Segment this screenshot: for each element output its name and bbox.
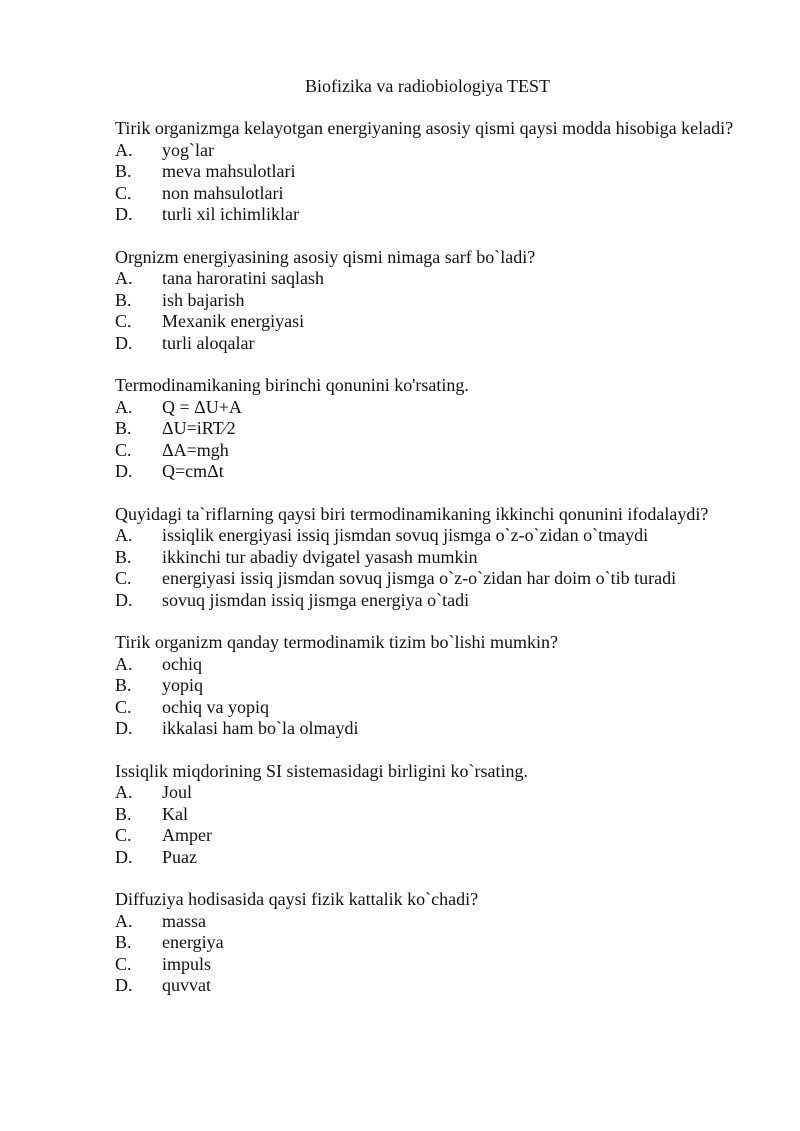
question-block <box>115 375 740 483</box>
option-letter: A. <box>115 782 133 802</box>
answer-option <box>115 161 740 183</box>
answer-option <box>115 675 740 697</box>
option-text: turli aloqalar <box>162 332 255 353</box>
option-text: turli xil ichimliklar <box>162 204 299 224</box>
option-letter: C. <box>115 311 132 331</box>
option-letter: B. <box>115 803 132 824</box>
answer-option <box>115 547 740 569</box>
answer-option <box>115 782 740 804</box>
option-text: ochiq <box>162 653 202 674</box>
option-text: Q=cmΔt <box>162 461 224 481</box>
question-block <box>115 118 740 226</box>
option-letter: A. <box>115 525 133 545</box>
answer-option <box>115 697 740 719</box>
option-text: non mahsulotlari <box>162 182 284 203</box>
option-letter: A. <box>115 653 133 674</box>
answer-option <box>115 204 740 226</box>
option-text: meva mahsulotlari <box>162 161 296 181</box>
option-text: ochiq va yopiq <box>162 696 269 717</box>
option-letter: C. <box>115 439 132 460</box>
answer-option <box>115 183 740 205</box>
answer-option <box>115 397 740 419</box>
option-text: impuls <box>162 953 212 974</box>
answer-option <box>115 975 740 997</box>
option-letter: D. <box>115 204 133 224</box>
question-block <box>115 504 740 612</box>
option-text: ish bajarish <box>162 289 245 310</box>
option-text: energiya <box>162 932 224 952</box>
answer-option <box>115 333 740 355</box>
option-text: yog`lar <box>162 139 214 160</box>
option-letter: D. <box>115 461 133 481</box>
answer-option <box>115 440 740 462</box>
question-text: Tirik organizmga kelayotgan energiyaning asosiy qismi qaysi modda hisobiga keladi? <box>115 118 734 138</box>
option-letter: C. <box>115 696 132 717</box>
answer-option <box>115 825 740 847</box>
option-text: ikkalasi ham bo`la olmaydi <box>162 718 359 738</box>
question-text: Orgnizm energiyasining asosiy qismi nimaga sarf bo`ladi? <box>115 246 536 267</box>
answer-option <box>115 140 740 162</box>
answer-option <box>115 932 740 954</box>
option-letter: A. <box>115 396 133 417</box>
option-letter: C. <box>115 825 132 845</box>
option-text: massa <box>162 910 206 931</box>
option-text: Kal <box>162 803 188 824</box>
option-letter: B. <box>115 418 132 438</box>
option-text: issiqlik energiyasi issiq jismdan sovuq jismga o`z-o`zidan o`tmaydi <box>162 525 649 545</box>
option-letter: C. <box>115 953 132 974</box>
answer-option <box>115 911 740 933</box>
question-block <box>115 889 740 997</box>
option-text: energiyasi issiq jismdan sovuq jismga o`z-o`zidan har doim o`tib turadi <box>162 568 677 588</box>
option-letter: C. <box>115 182 132 203</box>
question-text: Quyidagi ta`riflarning qaysi biri termodinamikaning ikkinchi qonunini ifodalaydi? <box>115 503 709 524</box>
question-block <box>115 247 740 355</box>
option-letter: C. <box>115 568 132 588</box>
option-text: Joul <box>162 782 193 802</box>
option-text: sovuq jismdan issiq jismga energiya o`tadi <box>162 589 470 610</box>
option-letter: B. <box>115 932 132 952</box>
question-text: Termodinamikaning birinchi qonunini ko'rsating. <box>115 375 469 395</box>
option-letter: D. <box>115 975 133 995</box>
option-text: tana haroratini saqlash <box>162 268 324 288</box>
answer-option <box>115 954 740 976</box>
option-text: ikkinchi tur abadiy dvigatel yasash mumkin <box>162 546 478 567</box>
option-letter: A. <box>115 268 133 288</box>
question-block <box>115 761 740 869</box>
answer-option <box>115 590 740 612</box>
answer-option <box>115 654 740 676</box>
option-letter: B. <box>115 161 132 181</box>
question-list <box>115 118 740 997</box>
answer-option <box>115 568 740 590</box>
question-block <box>115 632 740 740</box>
option-text: ΔU=iRT⁄2 <box>162 418 236 438</box>
answer-option <box>115 718 740 740</box>
answer-option <box>115 525 740 547</box>
option-text: Q = ΔU+A <box>162 396 242 417</box>
answer-option <box>115 804 740 826</box>
option-letter: D. <box>115 718 133 738</box>
option-letter: B. <box>115 546 132 567</box>
answer-option <box>115 418 740 440</box>
option-letter: D. <box>115 332 133 353</box>
question-text: Tirik organizm qanday termodinamik tizim bo`lishi mumkin? <box>115 632 558 652</box>
option-text: Mexanik energiyasi <box>162 311 305 331</box>
option-letter: D. <box>115 589 133 610</box>
question-text: Issiqlik miqdorining SI sistemasidagi birligini ko`rsating. <box>115 760 528 781</box>
option-letter: B. <box>115 675 132 695</box>
option-text: Amper <box>162 825 212 845</box>
option-letter: B. <box>115 289 132 310</box>
question-text: Diffuziya hodisasida qaysi fizik kattalik ko`chadi? <box>115 889 479 909</box>
option-text: ΔA=mgh <box>162 439 229 460</box>
option-letter: A. <box>115 139 133 160</box>
answer-option <box>115 311 740 333</box>
option-text: quvvat <box>162 975 211 995</box>
document-title: Biofizika va radiobiologiya TEST <box>304 76 551 96</box>
option-text: Puaz <box>162 846 197 867</box>
answer-option <box>115 461 740 483</box>
option-letter: A. <box>115 910 133 931</box>
answer-option <box>115 290 740 312</box>
answer-option <box>115 847 740 869</box>
answer-option <box>115 268 740 290</box>
option-text: yopiq <box>162 675 204 695</box>
option-letter: D. <box>115 846 133 867</box>
